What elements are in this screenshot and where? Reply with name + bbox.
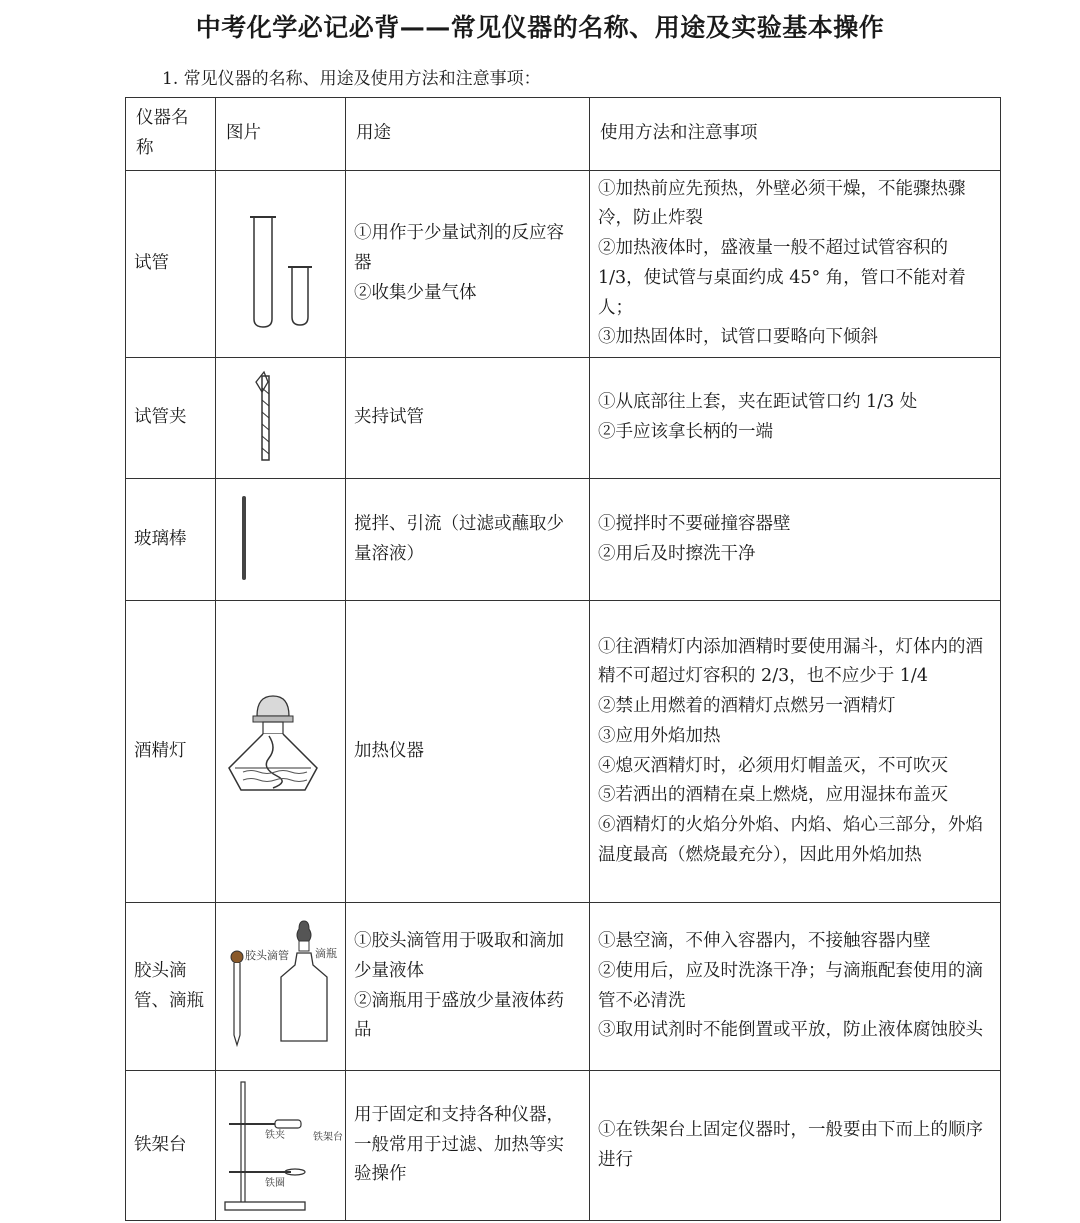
note-line: ①悬空滴，不伸入容器内，不接触容器内壁 bbox=[598, 931, 931, 951]
instrument-name: 胶头滴管、滴瓶 bbox=[126, 903, 216, 1071]
header-uses: 用途 bbox=[346, 98, 590, 171]
dropper-label-char: 胶头滴管 bbox=[244, 948, 289, 962]
table-row bbox=[126, 903, 1001, 1071]
note-line: ②加热液体时，盛液量一般不超过试管容积的1/3，使试管与桌面约成 45° 角，管口不能对着人； bbox=[598, 238, 966, 318]
note-line: ①在铁架台上固定仪器时，一般要由下而上的顺序进行 bbox=[598, 1119, 983, 1170]
table-row bbox=[126, 170, 1001, 358]
note-line: ⑥酒精灯的火焰分外焰、内焰、焰心三部分，外焰温度最高（燃烧最充分），因此用外焰加热 bbox=[598, 815, 983, 865]
note-line: ⑤若洒出的酒精在桌上燃烧，应用湿抹布盖灭 bbox=[598, 785, 948, 806]
iron-stand-image bbox=[216, 1071, 346, 1221]
note-line: ②使用后，应及时洗涤干净；与滴瓶配套使用的滴管不必清洗 bbox=[598, 960, 983, 1011]
instrument-notes bbox=[590, 601, 1001, 903]
note-line: ③加热固体时，试管口要略向下倾斜 bbox=[598, 327, 878, 348]
instrument-notes bbox=[590, 479, 1001, 601]
instrument-name: 试管夹 bbox=[126, 358, 216, 479]
table-row bbox=[126, 479, 1001, 601]
note-line: ①搅拌时不要碰撞容器壁 bbox=[598, 513, 791, 534]
test-tube-image bbox=[216, 170, 346, 358]
alcohol-lamp-image bbox=[216, 601, 346, 903]
table-row bbox=[126, 1071, 1001, 1221]
note-line: ②禁止用燃着的酒精灯点燃另一酒精灯 bbox=[598, 696, 896, 716]
page-title: 中考化学必记必背——常见仪器的名称、用途及实验基本操作 bbox=[195, 13, 885, 42]
dropping-bottle-label: 滴瓶 bbox=[314, 946, 337, 960]
instrument-notes bbox=[590, 170, 1001, 358]
use-line: ①胶头滴管用于吸取和滴加少量液体 bbox=[354, 931, 564, 981]
instrument-uses bbox=[346, 903, 590, 1071]
instrument-uses bbox=[346, 1071, 590, 1221]
instrument-notes bbox=[590, 903, 1001, 1071]
header-name: 仪器名称 bbox=[126, 98, 216, 171]
instrument-name: 玻璃棒 bbox=[126, 479, 216, 601]
use-line: 夹持试管 bbox=[354, 407, 424, 428]
instrument-uses bbox=[346, 479, 590, 601]
dropper-bottle-image bbox=[216, 903, 346, 1071]
note-line: ②用后及时擦洗干净 bbox=[598, 543, 756, 564]
instrument-uses bbox=[346, 601, 590, 903]
iron-ring-label: 铁圈 bbox=[264, 1177, 285, 1189]
note-line: ④熄灭酒精灯时，必须用灯帽盖灭，不可吹灭 bbox=[598, 755, 948, 776]
table-row bbox=[126, 601, 1001, 903]
instrument-name: 酒精灯 bbox=[126, 601, 216, 903]
instrument-uses bbox=[346, 170, 590, 358]
test-tube-holder-image bbox=[216, 358, 346, 479]
note-line: ③应用外焰加热 bbox=[598, 725, 721, 746]
section-subtitle: 1. 常见仪器的名称、用途及使用方法和注意事项： bbox=[162, 69, 541, 89]
iron-stand-label: 铁架台 bbox=[312, 1131, 343, 1143]
use-line: 搅拌、引流（过滤或蘸取少量溶液） bbox=[354, 513, 564, 564]
header-picture: 图片 bbox=[216, 98, 346, 171]
iron-clamp-label: 铁夹 bbox=[264, 1129, 285, 1141]
use-line: ①用作于少量试剂的反应容器 bbox=[354, 223, 564, 273]
instrument-notes bbox=[590, 1071, 1001, 1221]
note-line: ①从底部往上套，夹在距试管口约 1/3 处 bbox=[598, 392, 918, 413]
use-line: ②滴瓶用于盛放少量液体药品 bbox=[354, 990, 564, 1041]
use-line: 加热仪器 bbox=[354, 740, 424, 761]
instrument-table bbox=[125, 97, 1001, 1221]
table-header-row bbox=[126, 98, 1001, 171]
note-line: ①往酒精灯内添加酒精时要使用漏斗，灯体内的酒精不可超过灯容积的 2/3，也不应少于 1/4 bbox=[598, 636, 983, 687]
table-row bbox=[126, 358, 1001, 479]
note-line: ①加热前应先预热，外壁必须干燥，不能骤热骤冷，防止炸裂 bbox=[598, 178, 966, 229]
header-notes: 使用方法和注意事项 bbox=[590, 98, 1001, 171]
use-line: ②收集少量气体 bbox=[354, 282, 477, 303]
note-line: ③取用试剂时不能倒置或平放，防止液体腐蚀胶头 bbox=[598, 1020, 983, 1041]
note-line: ②手应该拿长柄的一端 bbox=[598, 422, 773, 442]
glass-rod-image bbox=[216, 479, 346, 601]
instrument-notes bbox=[590, 358, 1001, 479]
instrument-uses bbox=[346, 358, 590, 479]
dropper-label bbox=[245, 948, 289, 962]
use-line: 用于固定和支持各种仪器，一般常用于过滤、加热等实验操作 bbox=[354, 1104, 564, 1185]
instrument-name: 试管 bbox=[126, 170, 216, 358]
instrument-name: 铁架台 bbox=[126, 1071, 216, 1221]
